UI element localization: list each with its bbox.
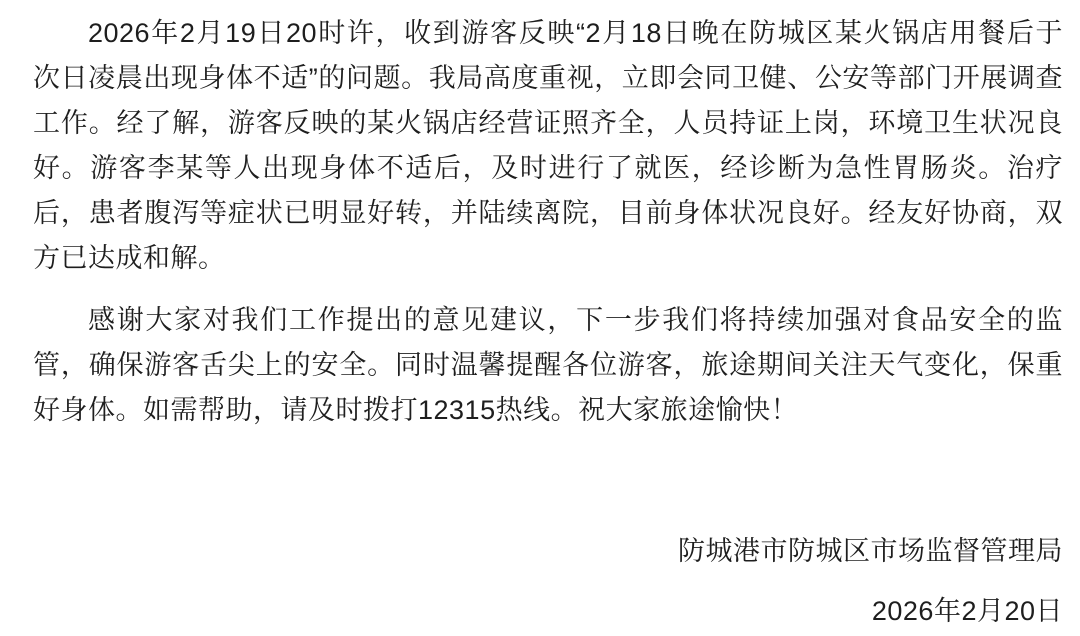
signature-issuer: 防城港市防城区市场监督管理局: [678, 536, 1063, 566]
signature-date: 2026年2月20日: [871, 596, 1063, 626]
text-line: 好。游客李某等人出现身体不适后，及时进行了就医，经诊断为急性胃肠炎。治疗: [33, 153, 1063, 183]
body-paragraph-2: [33, 298, 1063, 433]
text-line: 好身体。如需帮助，请及时拨打12315热线。祝大家旅途愉快！: [33, 395, 799, 425]
body-paragraph-1: [33, 11, 1063, 281]
text-line: 工作。经了解，游客反映的某火锅店经营证照齐全，人员持证上岗，环境卫生状况良: [33, 108, 1063, 138]
text-line: 次日凌晨出现身体不适”的问题。我局高度重视，立即会同卫健、公安等部门开展调查: [33, 63, 1063, 93]
text-line: 管，确保游客舌尖上的安全。同时温馨提醒各位游客，旅途期间关注天气变化，保重: [33, 350, 1063, 380]
signature-block: [33, 529, 1063, 634]
text-line: 后，患者腹泻等症状已明显好转，并陆续离院，目前身体状况良好。经友好协商，双: [33, 198, 1063, 228]
text-line: 2026年2月19日20时许，收到游客反映“2月18日晚在防城区某火锅店用餐后于: [88, 18, 1063, 48]
text-line: 方已达成和解。: [33, 243, 226, 273]
text-line: 感谢大家对我们工作提出的意见建议，下一步我们将持续加强对食品安全的监: [88, 305, 1063, 335]
document-body: [33, 11, 1063, 634]
